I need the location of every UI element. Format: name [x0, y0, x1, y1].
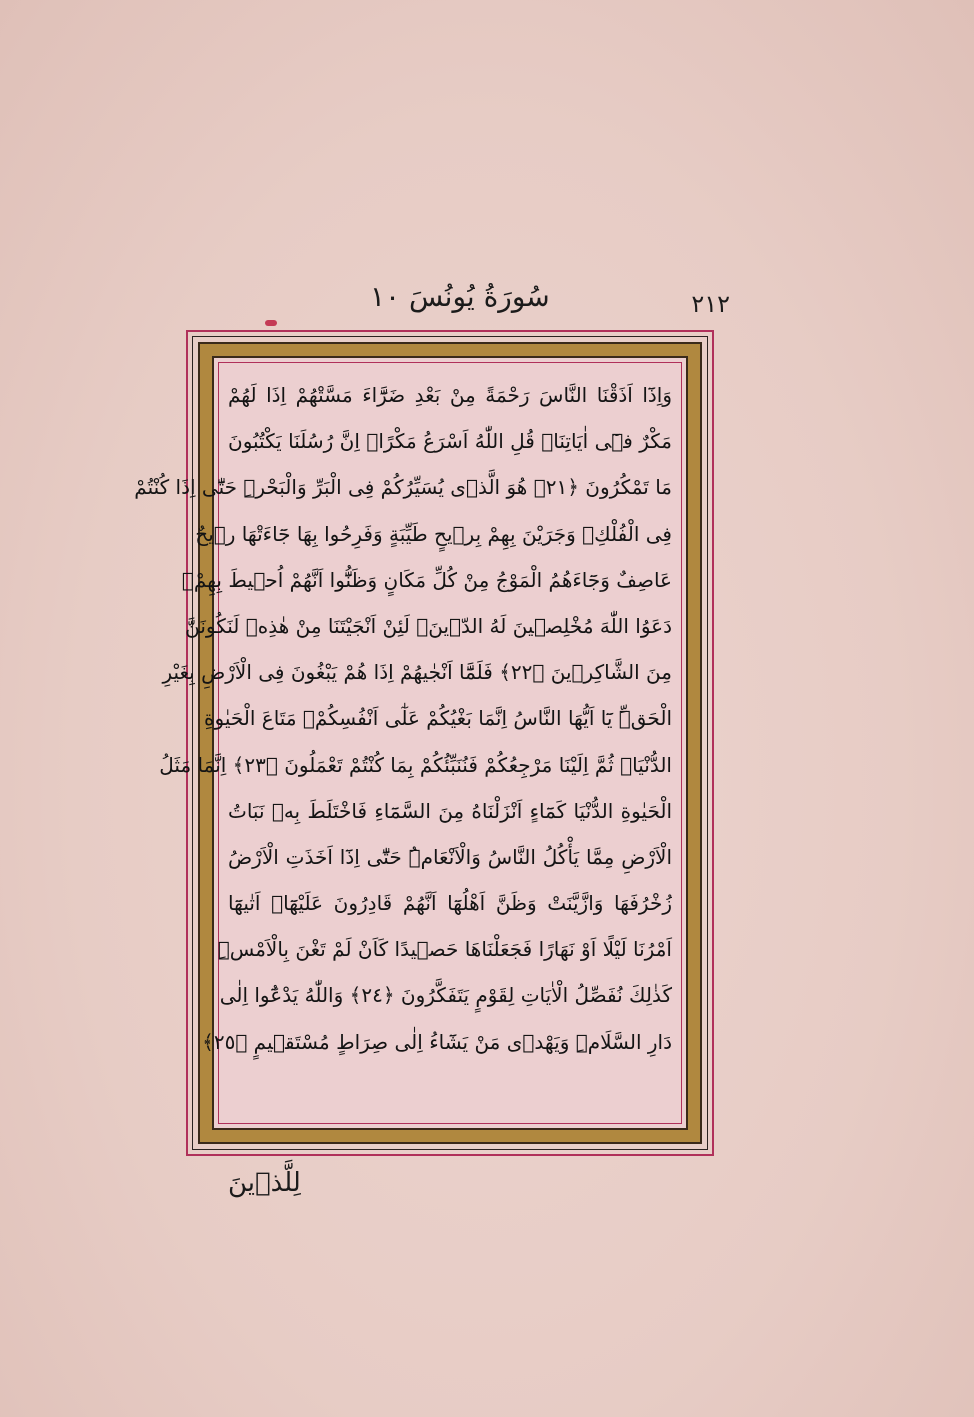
text-line: الْاَرْضِ مِمَّا يَأْكُلُ النَّاسُ وَالْاَنْعَامُۜ حَتّٰٓى اِذَٓا اَخَذَتِ الْاَرْضُ: [228, 844, 672, 869]
text-block: [134, 372, 672, 1114]
text-line: فِى الْفُلْكِۚ وَجَرَيْنَ بِهِمْ بِر۪يحٍ طَيِّبَةٍ وَفَرِحُوا بِهَا جَٓاءَتْهَا ر۪يحٌ: [195, 521, 672, 546]
header-ornament: [265, 320, 277, 326]
text-line: الْحَقِّۜ يَٓا اَيُّهَا النَّاسُ اِنَّمَا بَغْيُكُمْ عَلٰٓى اَنْفُسِكُمْۙ مَتَاعَ الْحَيٰوةِ: [204, 706, 672, 731]
text-line: وَاِذَٓا اَذَقْنَا النَّاسَ رَحْمَةً مِنْ بَعْدِ ضَرَّٓاءَ مَسَّتْهُمْ اِذَا لَهُمْ: [228, 383, 672, 407]
text-line: زُخْرُفَهَا وَازَّيَّنَتْ وَظَنَّ اَهْلُهَٓا اَنَّهُمْ قَادِرُونَ عَلَيْهَٓاۙ اَتٰيهَٓا: [228, 891, 672, 916]
text-line: مَكْرٌ ف۪ٓى اٰيَاتِنَاۜ قُلِ اللّٰهُ اَسْرَعُ مَكْرًاۜ اِنَّ رُسُلَنَا يَكْتُبُونَ: [228, 429, 672, 454]
text-line: كَذٰلِكَ نُفَصِّلُ الْاٰيَاتِ لِقَوْمٍ يَتَفَكَّرُونَ ﴿٢٤﴾ وَاللّٰهُ يَدْعُٓوا اِلٰى: [219, 983, 672, 1008]
text-line: دَارِ السَّلَامِۜ وَيَهْد۪ى مَنْ يَشَٓاءُ اِلٰى صِرَاطٍ مُسْتَق۪يمٍ ﴿٢٥﴾: [202, 1029, 672, 1054]
text-line: اَمْرُنَا لَيْلًا اَوْ نَهَارًا فَجَعَلْنَاهَا حَص۪يدًا كَاَنْ لَمْ تَغْنَ بِالْاَمْسِۜ: [217, 937, 672, 962]
text-line: مِنَ الشَّاكِر۪ينَ ﴿٢٢﴾ فَلَمَّٓا اَنْجٰيهُمْ اِذَا هُمْ يَبْغُونَ فِى الْاَرْضِ بِغَيْرِ: [162, 660, 672, 685]
text-line: مَا تَمْكُرُونَ ﴿٢١﴾ هُوَ الَّذ۪ى يُسَيِّرُكُمْ فِى الْبَرِّ وَالْبَحْرِۜ حَتّٰٓى اِذَا كُنْتُمْ: [134, 475, 672, 500]
page-header: [330, 280, 730, 320]
text-line: الدُّنْيَاۘ ثُمَّ اِلَيْنَا مَرْجِعُكُمْ فَنُنَبِّئُكُمْ بِمَا كُنْتُمْ تَعْمَلُونَ ﴿٢٣﴾ اِنَّمَا مَثَلُ: [159, 752, 672, 777]
text-line: الْحَيٰوةِ الدُّنْيَا كَمَٓاءٍ اَنْزَلْنَاهُ مِنَ السَّمَٓاءِ فَاخْتَلَطَ بِه۪ نَبَاتُ: [228, 798, 672, 823]
surah-title: سُورَةُ يُونُسَ ١٠: [370, 280, 550, 313]
text-line: دَعَوُا اللّٰهَ مُخْلِص۪ينَ لَهُ الدّ۪ينَۚ لَئِنْ اَنْجَيْتَنَا مِنْ هٰذِه۪ لَنَكُونَنَّ: [185, 613, 672, 638]
page-number: ٢١٢: [691, 290, 730, 318]
catchword: لِلَّذ۪ينَ: [228, 1168, 301, 1198]
text-line: عَاصِفٌ وَجَٓاءَهُمُ الْمَوْجُ مِنْ كُلِّ مَكَانٍ وَظَنُّٓوا اَنَّهُمْ اُح۪يطَ بِهِمْۙ: [181, 567, 672, 592]
